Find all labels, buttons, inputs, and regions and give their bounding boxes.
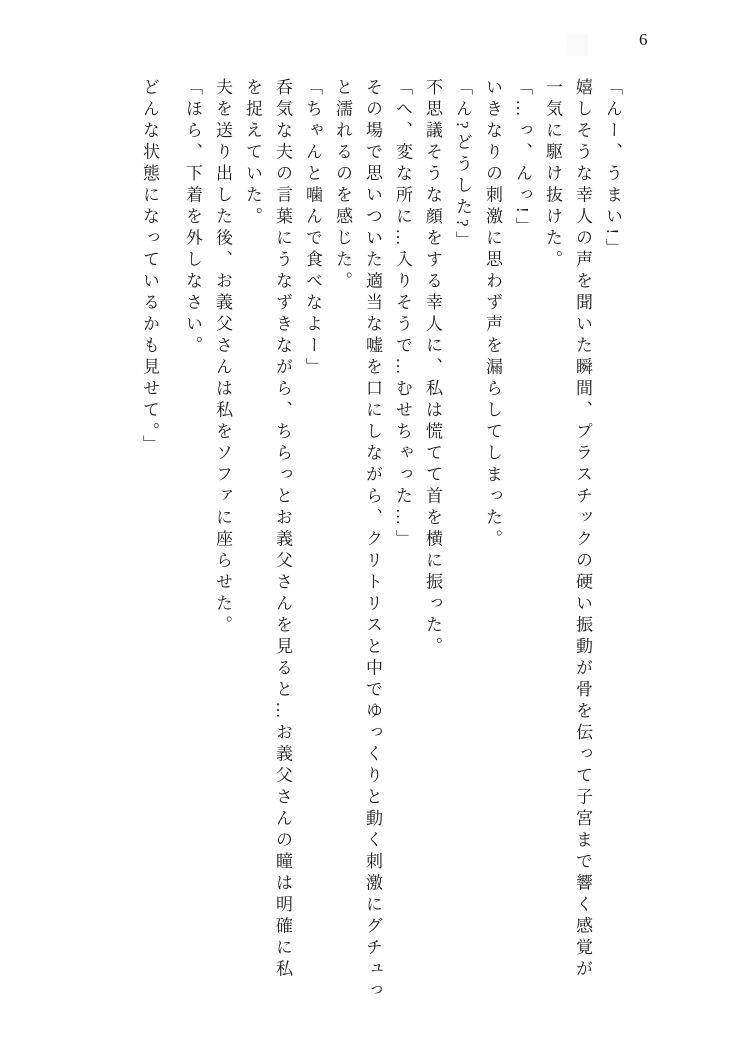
text-line: 嬉しそうな幸人の声を聞いた瞬間、プラスチックの硬い振動が骨を伝って子宮まで響く感覚が — [573, 78, 592, 981]
text-line: どんな状態になっているかも見せて。」 — [140, 78, 159, 457]
text-line: 夫を送り出した後、お義父さんは私をソファに座らせた。 — [213, 78, 232, 637]
text-line: その場で思いついた適当な嘘を口にしながら、クリトリスと中でゆっくりと動く刺激にグチュっ — [363, 78, 382, 1003]
text-line: 「んー、うまい!」 — [603, 78, 622, 261]
text-line: 不思議そうな顔をする幸人に、私は慌てて首を横に振った。 — [423, 78, 442, 659]
text-line: 呑気な夫の言葉にうなずきながら、ちらっとお義父さんを見ると…お義父さんの瞳は明確に私 — [273, 78, 292, 981]
text-line: 「ちゃんと噛んで食べなよー」 — [303, 78, 322, 379]
text-line: いきなりの刺激に思わず声を漏らしてしまった。 — [483, 78, 502, 551]
text-line: 「…っ、んっ!」 — [513, 78, 532, 239]
text-line: 「ほら、下着を外しなさい。 — [183, 78, 202, 358]
text-line: 「ん?どうした?」 — [453, 78, 472, 253]
vertical-text-block — [134, 78, 627, 1013]
text-line: と濡れるのを感じた。 — [333, 78, 352, 293]
text-line: 「へ、変な所に…入りそうで…むせちゃった…」 — [393, 78, 412, 551]
text-line: を捉えていた。 — [243, 78, 262, 229]
page-number: 6 — [639, 30, 648, 49]
text-line: 一気に駆け抜けた。 — [543, 78, 562, 272]
faded-ui-ghost-mark — [567, 34, 588, 56]
